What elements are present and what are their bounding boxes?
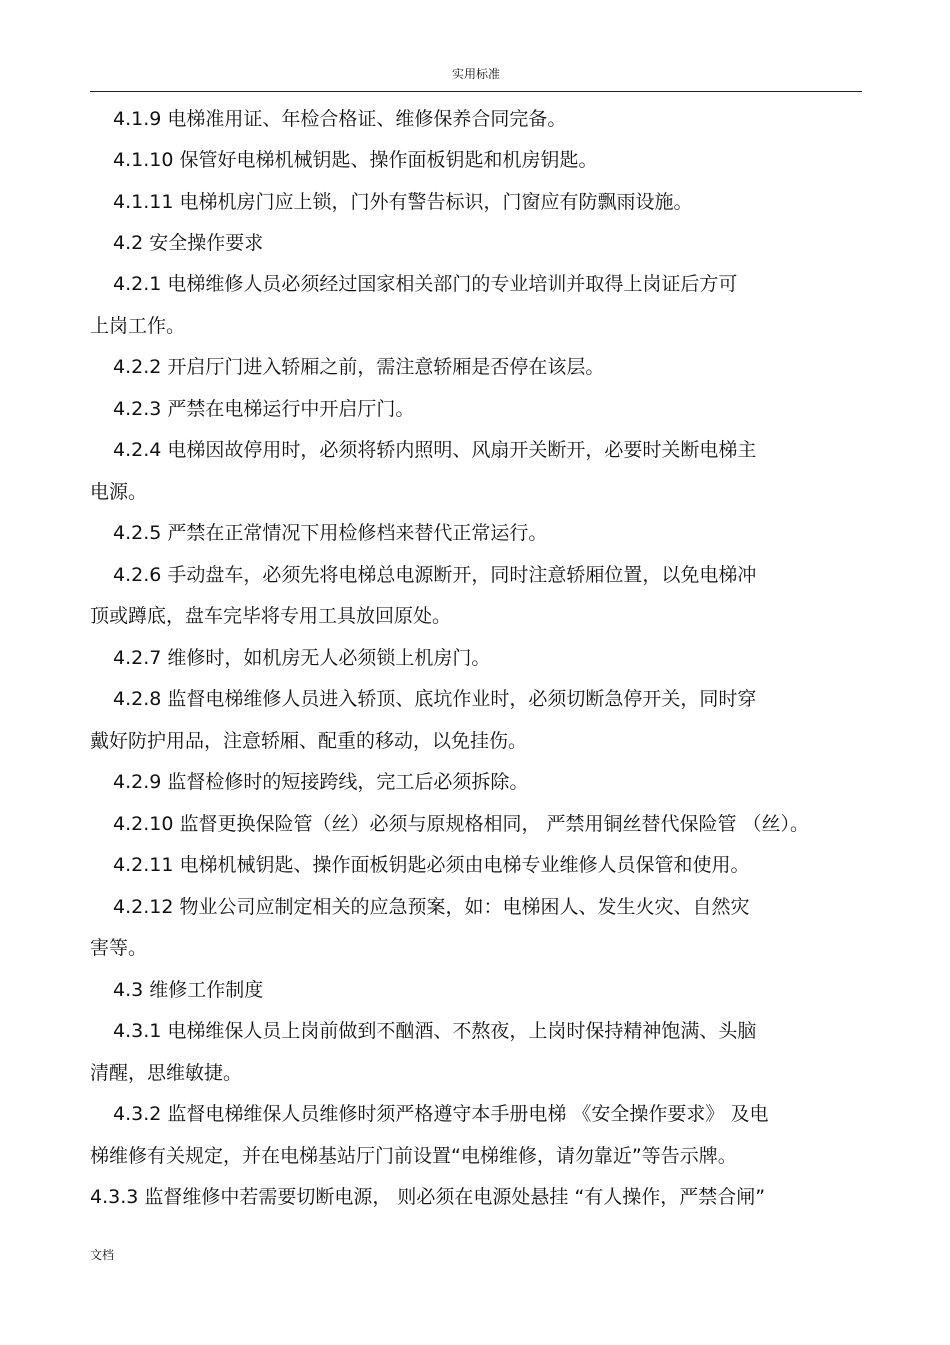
paragraph-line: 4.2.11 电梯机械钥匙、操作面板钥匙必须由电梯专业维修人员保管和使用。 (113, 854, 750, 876)
paragraph-line: 4.3.3 监督维修中若需要切断电源， 则必须在电源处悬挂 “有人操作，严禁合闸” (90, 1186, 766, 1208)
header-rule (90, 91, 862, 92)
paragraph-line: 戴好防护用品，注意轿厢、配重的移动，以免挂伤。 (90, 730, 528, 752)
paragraph-line: 4.1.10 保管好电梯机械钥匙、操作面板钥匙和机房钥匙。 (113, 149, 598, 171)
paragraph-line: 害等。 (90, 937, 148, 959)
paragraph-line: 梯维修有关规定，并在电梯基站厅门前设置“电梯维修，请勿靠近”等告示牌。 (90, 1145, 737, 1167)
paragraph-line: 4.2.9 监督检修时的短接跨线，完工后必须拆除。 (113, 771, 529, 793)
paragraph-line: 顶或蹲底，盘车完毕将专用工具放回原处。 (90, 605, 452, 627)
paragraph-line: 4.3.2 监督电梯维保人员维修时须严格遵守本手册电梯 《安全操作要求》 及电 (113, 1103, 769, 1125)
paragraph-line: 4.1.9 电梯准用证、年检合格证、维修保养合同完备。 (113, 108, 567, 130)
section-heading: 4.3 维修工作制度 (113, 979, 264, 1001)
paragraph-line: 4.2.1 电梯维修人员必须经过国家相关部门的专业培训并取得上岗证后方可 (113, 273, 738, 295)
paragraph-line: 4.2.10 监督更换保险管（丝）必须与原规格相同， 严禁用铜丝替代保险管 （丝）。 (113, 813, 810, 835)
paragraph-line: 4.2.4 电梯因故停用时，必须将轿内照明、风扇开关断开，必要时关断电梯主 (113, 439, 757, 461)
section-heading: 4.2 安全操作要求 (113, 232, 264, 254)
paragraph-line: 电源。 (90, 481, 148, 503)
paragraph-line: 4.3.1 电梯维保人员上岗前做到不酗酒、不熬夜，上岗时保持精神饱满、头脑 (113, 1020, 757, 1042)
paragraph-line: 4.2.7 维修时，如机房无人必须锁上机房门。 (113, 647, 491, 669)
paragraph-line: 上岗工作。 (90, 315, 186, 337)
paragraph-line: 4.2.12 物业公司应制定相关的应急预案，如：电梯困人、发生火灾、自然灾 (113, 896, 750, 918)
paragraph-line: 4.2.3 严禁在电梯运行中开启厅门。 (113, 398, 415, 420)
paragraph-line: 4.2.5 严禁在正常情况下用检修档来替代正常运行。 (113, 522, 548, 544)
paragraph-line: 清醒，思维敏捷。 (90, 1062, 243, 1084)
page-header: 实用标准 (451, 67, 500, 81)
paragraph-line: 4.1.11 电梯机房门应上锁，门外有警告标识，门窗应有防飘雨设施。 (113, 191, 693, 213)
page-footer: 文档 (90, 1248, 115, 1262)
paragraph-line: 4.2.2 开启厅门进入轿厢之前，需注意轿厢是否停在该层。 (113, 356, 605, 378)
paragraph-line: 4.2.8 监督电梯维修人员进入轿顶、底坑作业时，必须切断急停开关，同时穿 (113, 688, 757, 710)
paragraph-line: 4.2.6 手动盘车，必须先将电梯总电源断开，同时注意轿厢位置，以免电梯冲 (113, 564, 757, 586)
